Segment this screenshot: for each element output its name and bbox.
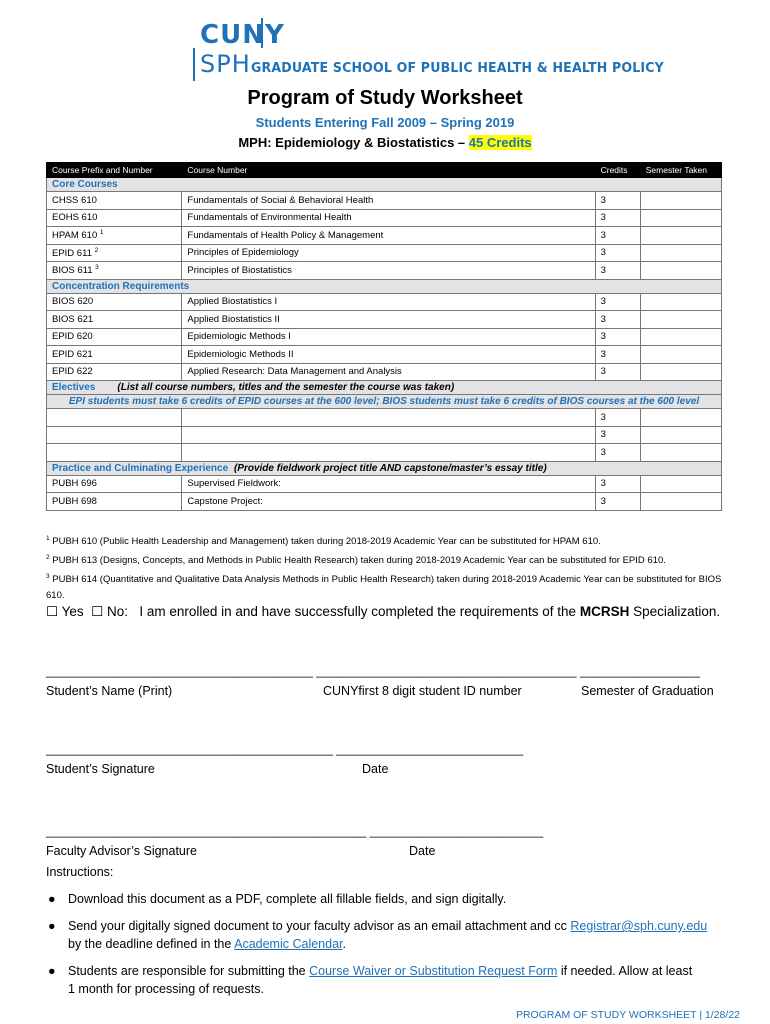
signature-line-3[interactable]: ________________________________________________ __________________________	[46, 824, 544, 838]
table-header-row	[47, 163, 722, 178]
semester-field[interactable]	[640, 293, 721, 311]
logo-sph: SPH	[200, 50, 251, 78]
course-credits: 3	[595, 209, 640, 227]
advisor-signature-label: Faculty Advisor’s Signature	[46, 844, 198, 858]
header-semester: Semester Taken	[640, 163, 721, 178]
academic-calendar-link[interactable]: Academic Calendar	[234, 937, 343, 951]
course-credits: 3	[595, 192, 640, 210]
course-name: Applied Biostatistics II	[182, 311, 595, 329]
capstone-title-field[interactable]: Capstone Project:	[182, 493, 595, 511]
section-concentration	[47, 279, 722, 293]
semester-graduation-label: Semester of Graduation	[581, 684, 714, 698]
course-credits: 3	[595, 475, 640, 493]
school-name: GRADUATE SCHOOL OF PUBLIC HEALTH & HEALTH POLICY	[251, 60, 664, 76]
course-name: Principles of Epidemiology	[182, 244, 595, 262]
section-core	[47, 178, 722, 192]
fieldwork-title-field[interactable]: Supervised Fieldwork:	[182, 475, 595, 493]
bullet-icon: ●	[48, 919, 56, 933]
course-credits: 3	[595, 426, 640, 444]
course-prefix: BIOS 621	[47, 311, 182, 329]
footnotes	[46, 531, 726, 604]
semester-field[interactable]	[640, 311, 721, 329]
course-name: Principles of Biostatistics	[182, 262, 595, 280]
section-electives	[47, 381, 722, 395]
page-subtitle: Students Entering Fall 2009 – Spring 2019	[255, 115, 515, 130]
yes-label: Yes	[61, 604, 84, 619]
waiver-form-link[interactable]: Course Waiver or Substitution Request Form	[309, 964, 558, 978]
no-label: No:	[107, 604, 129, 619]
course-name: Epidemiologic Methods II	[182, 346, 595, 364]
mcrsh-text-after: Specialization.	[629, 604, 721, 619]
elective-prefix-field[interactable]	[47, 409, 182, 427]
course-name: Applied Biostatistics I	[182, 293, 595, 311]
electives-subnote-row	[47, 395, 722, 409]
table-row	[47, 409, 722, 427]
semester-field[interactable]	[640, 328, 721, 346]
list-item: ● Students are responsible for submitting the Course Waiver or Substitution Request Form if needed. Allow at least 1 month for processing of requests.	[48, 964, 693, 996]
table-row	[47, 363, 722, 381]
page-footer: PROGRAM OF STUDY WORKSHEET | 1/28/22	[515, 1009, 740, 1021]
course-credits: 3	[595, 227, 640, 245]
course-credits: 3	[595, 311, 640, 329]
course-prefix: CHSS 610	[47, 192, 182, 210]
elective-prefix-field[interactable]	[47, 426, 182, 444]
bullet-icon: ●	[48, 964, 56, 978]
course-prefix: EPID 621	[47, 346, 182, 364]
mcrsh-text: I am enrolled in and have successfully completed the requirements of the	[139, 604, 580, 619]
bullet-icon: ●	[48, 892, 56, 906]
header-credits: Credits	[595, 163, 640, 178]
course-prefix: PUBH 696	[47, 475, 182, 493]
student-signature-label: Student’s Signature	[46, 762, 155, 776]
elective-prefix-field[interactable]	[47, 444, 182, 462]
semester-field[interactable]	[640, 363, 721, 381]
table-row	[47, 444, 722, 462]
semester-field[interactable]	[640, 209, 721, 227]
header-prefix: Course Prefix and Number	[47, 163, 182, 178]
course-prefix: EPID 620	[47, 328, 182, 346]
table-row	[47, 475, 722, 493]
section-practice-label: Practice and Culminating Experience	[52, 462, 229, 474]
course-credits: 3	[595, 493, 640, 511]
course-credits: 3	[595, 293, 640, 311]
advisor-date-label: Date	[409, 844, 436, 858]
elective-name-field[interactable]	[182, 426, 595, 444]
course-name: Epidemiologic Methods I	[182, 328, 595, 346]
table-row	[47, 227, 722, 245]
semester-field[interactable]	[640, 262, 721, 280]
program-prefix: MPH: Epidemiology & Biostatistics –	[238, 135, 469, 150]
semester-field[interactable]	[640, 346, 721, 364]
date-label: Date	[362, 762, 389, 776]
course-credits: 3	[595, 244, 640, 262]
semester-field[interactable]	[640, 426, 721, 444]
footnote: $^3$ PUBH 614 (Quantitative and Qualitative Data Analysis Methods in Public Health Research) taken during 2018-2019 Academic Year can be substituted for BIOS 610.	[46, 573, 722, 602]
semester-field[interactable]	[640, 192, 721, 210]
elective-name-field[interactable]	[182, 444, 595, 462]
course-name: Fundamentals of Social & Behavioral Health	[182, 192, 595, 210]
course-prefix: EPID 611 $^2$	[47, 244, 182, 262]
header-course: Course Number	[182, 163, 595, 178]
mcrsh-bold: MCRSH	[579, 604, 630, 619]
table-row	[47, 262, 722, 280]
course-credits: 3	[595, 328, 640, 346]
course-prefix: BIOS 611 $^3$	[47, 262, 182, 280]
semester-field[interactable]	[640, 227, 721, 245]
program-credits: 45 Credits	[468, 135, 532, 150]
course-prefix: PUBH 698	[47, 493, 182, 511]
no-checkbox[interactable]: ☐	[91, 604, 104, 619]
course-credits: 3	[595, 346, 640, 364]
signature-line-2[interactable]: ___________________________________________ ____________________________	[46, 742, 524, 756]
electives-subnote: EPI students must take 6 credits of EPID courses at the 600 level; BIOS students must take 6 credits of BIOS courses at the 600 level	[47, 395, 722, 409]
list-item: ● Download this document as a PDF, complete all fillable fields, and sign digitally.	[48, 892, 507, 906]
table-row	[47, 209, 722, 227]
table-row	[47, 426, 722, 444]
registrar-email-link[interactable]: Registrar@sph.cuny.edu	[570, 919, 708, 933]
practice-note: (Provide fieldwork project title AND capstone/master’s essay title)	[233, 462, 547, 474]
semester-field[interactable]	[640, 409, 721, 427]
signature-line-1[interactable]: ________________________________________ _______________________________________ __________________	[46, 664, 701, 678]
student-id-label: CUNYfirst 8 digit student ID number	[323, 684, 522, 698]
table-row	[47, 244, 722, 262]
footnote: $^2$ PUBH 613 (Designs, Concepts, and Methods in Public Health Research) taken during 2018-2019 Academic Year can be substituted for EPID 610.	[46, 554, 666, 567]
yes-checkbox[interactable]: ☐	[46, 604, 59, 619]
student-name-label: Student’s Name (Print)	[46, 684, 173, 698]
course-name: Fundamentals of Environmental Health	[182, 209, 595, 227]
logo-bar-left	[193, 48, 195, 81]
footnote: $^1$ PUBH 610 (Public Health Leadership and Management) taken during 2018-2019 Academic Year can be substituted for HPAM 610.	[46, 535, 601, 548]
instructions-list	[46, 890, 736, 1007]
table-row	[47, 311, 722, 329]
section-concentration-label: Concentration Requirements	[47, 279, 722, 293]
semester-field[interactable]	[640, 444, 721, 462]
mcrsh-question	[46, 604, 720, 620]
course-prefix: EPID 622	[47, 363, 182, 381]
table-row	[47, 328, 722, 346]
semester-field[interactable]	[640, 244, 721, 262]
semester-field[interactable]	[640, 475, 721, 493]
table-row	[47, 293, 722, 311]
section-core-label: Core Courses	[47, 178, 722, 192]
section-practice	[47, 461, 722, 475]
list-item: ● Send your digitally signed document to your faculty advisor as an email attachment and cc Registrar@sph.cuny.edu by the deadline defined in the Academic Calendar.	[48, 919, 708, 951]
course-credits: 3	[595, 444, 640, 462]
page-title: Program of Study Worksheet	[247, 87, 523, 109]
course-credits: 3	[595, 262, 640, 280]
program-line	[0, 135, 770, 150]
course-prefix: EOHS 610	[47, 209, 182, 227]
section-electives-label: Electives	[52, 382, 96, 393]
instructions-heading: Instructions:	[46, 865, 114, 879]
table-row	[47, 346, 722, 364]
course-credits: 3	[595, 363, 640, 381]
logo-cuny: CUNY	[200, 20, 285, 50]
course-name: Fundamentals of Health Policy & Management	[182, 227, 595, 245]
semester-field[interactable]	[640, 493, 721, 511]
course-credits: 3	[595, 409, 640, 427]
course-name: Applied Research: Data Management and Analysis	[182, 363, 595, 381]
table-row	[47, 493, 722, 511]
elective-name-field[interactable]	[182, 409, 595, 427]
electives-note: (List all course numbers, titles and the semester the course was taken)	[117, 382, 455, 393]
table-row	[47, 192, 722, 210]
course-prefix: HPAM 610 $^1$	[47, 227, 182, 245]
course-prefix: BIOS 620	[47, 293, 182, 311]
course-table	[46, 162, 722, 511]
